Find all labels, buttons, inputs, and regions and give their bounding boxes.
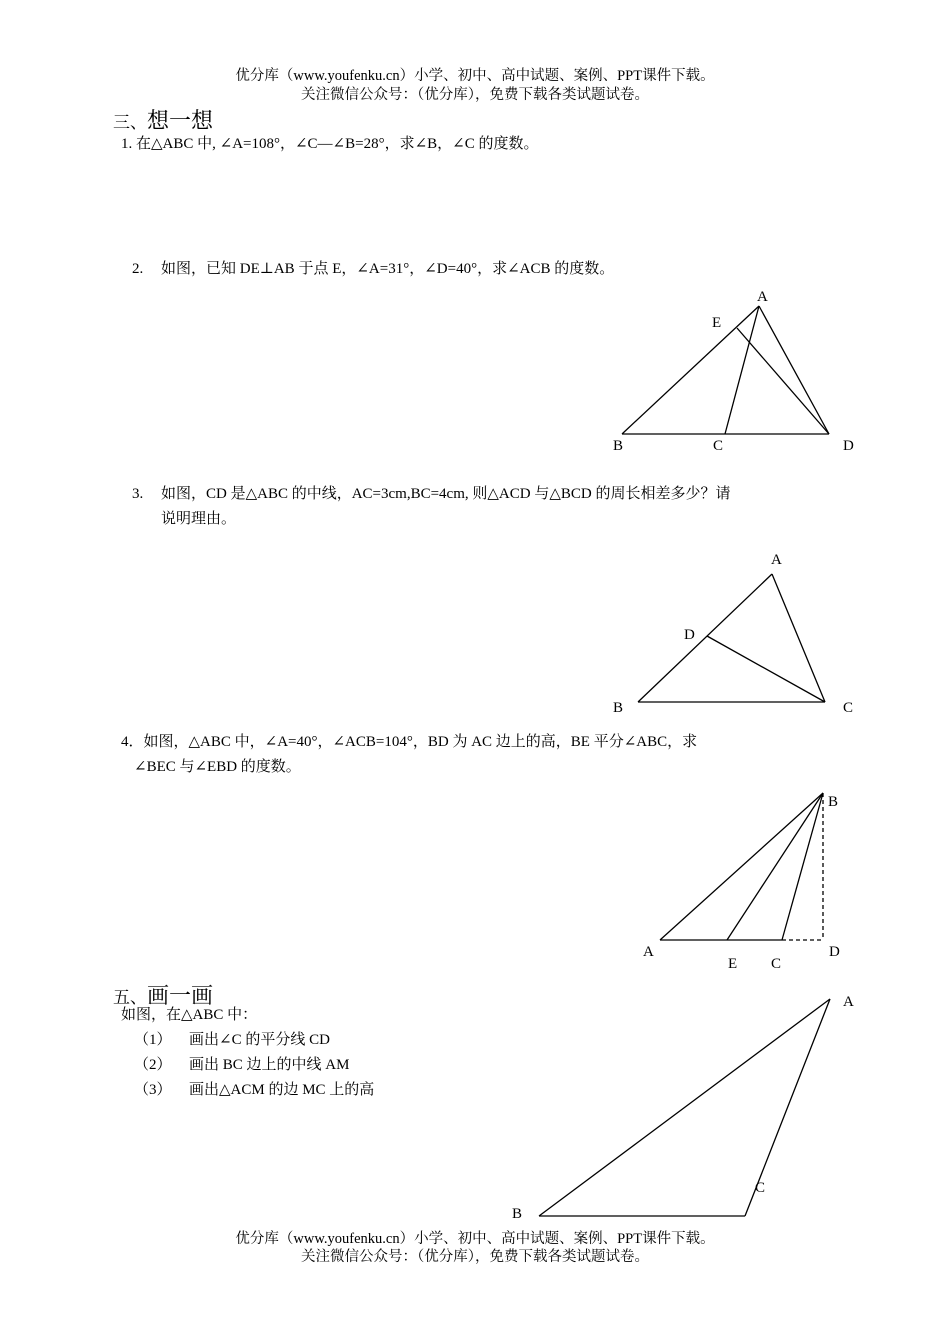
question-3-line-2: 说明理由。 [161,511,237,527]
fig4-label-c: C [755,1180,766,1196]
figure-1-triangle [622,306,829,434]
fig1-segment-de [737,328,829,434]
fig2-label-c: C [843,700,854,716]
fig2-label-a: A [771,552,782,568]
fig1-label-e: E [712,315,722,331]
section-5-title: 画一画 [147,983,214,1008]
fig3-segment-bc [782,793,823,940]
fig3-label-c: C [771,956,782,972]
question-4-line-2: ∠BEC 与∠EBD 的度数。 [134,759,301,775]
fig2-segment-ac [772,574,825,702]
footer-line-1: 优分库（www.youfenku.cn）小学、初中、高中试题、案例、PPT课件下载。 [235,1231,715,1247]
fig3-label-e: E [728,956,738,972]
fig3-label-a: A [643,944,654,960]
fig1-segment-ac [725,306,759,434]
question-2: 如图，已知 DE⊥AB 于点 E，∠A=31°，∠D=40°，求∠ACB 的度数。 [161,261,615,277]
fig2-label-d: D [684,627,695,643]
question-3-line-1: 如图，CD 是△ABC 的中线，AC=3cm,BC=4cm, 则△ACD 与△BCD 的周长相差多少？请 [161,486,731,502]
fig2-segment-cd [707,636,825,702]
fig4-segment-ba [539,999,830,1216]
fig1-label-d: D [843,438,854,454]
figure-3-triangle [660,793,823,940]
question-3-number: 3. [132,486,144,502]
draw-item-2-number: （2） [134,1057,172,1073]
fig3-label-d: D [829,944,840,960]
question-1: 1. 在△ABC 中, ∠A=108°，∠C—∠B=28°，求∠B，∠C 的度数。 [121,136,539,152]
fig3-label-b: B [828,794,839,810]
fig2-label-b: B [613,700,624,716]
header-line-1: 优分库（www.youfenku.cn）小学、初中、高中试题、案例、PPT课件下载。 [235,68,715,84]
draw-item-1: 画出∠C 的平分线 CD [189,1032,330,1048]
draw-item-3: 画出△ACM 的边 MC 上的高 [189,1082,375,1098]
fig1-label-b: B [613,438,624,454]
section-3-title: 想一想 [147,108,214,133]
figure-4-triangle [539,999,830,1216]
footer-line-2: 关注微信公众号：（优分库），免费下载各类试题试卷。 [301,1249,649,1265]
draw-item-1-number: （1） [134,1032,172,1048]
fig1-segment-ad [759,306,829,434]
fig2-segment-ba [638,574,772,702]
figure-2-triangle [638,574,825,702]
section-3-number: 三、 [113,113,147,132]
question-4-line-1: 4．如图，△ABC 中，∠A=40°，∠ACB=104°，BD 为 AC 边上的高，BE 平分∠ABC，求 [121,734,698,750]
fig1-segment-ba [622,306,759,434]
fig1-label-a: A [757,289,768,305]
fig1-label-c: C [713,438,724,454]
question-2-number: 2. [132,261,144,277]
draw-item-3-number: （3） [134,1082,172,1098]
section-5-number: 五、 [113,988,147,1007]
fig4-label-a: A [843,994,854,1010]
section-5-intro: 如图，在△ABC 中： [121,1007,258,1023]
header-line-2: 关注微信公众号：（优分库），免费下载各类试题试卷。 [301,87,649,103]
draw-item-2: 画出 BC 边上的中线 AM [189,1057,350,1073]
fig4-label-b: B [512,1206,523,1222]
